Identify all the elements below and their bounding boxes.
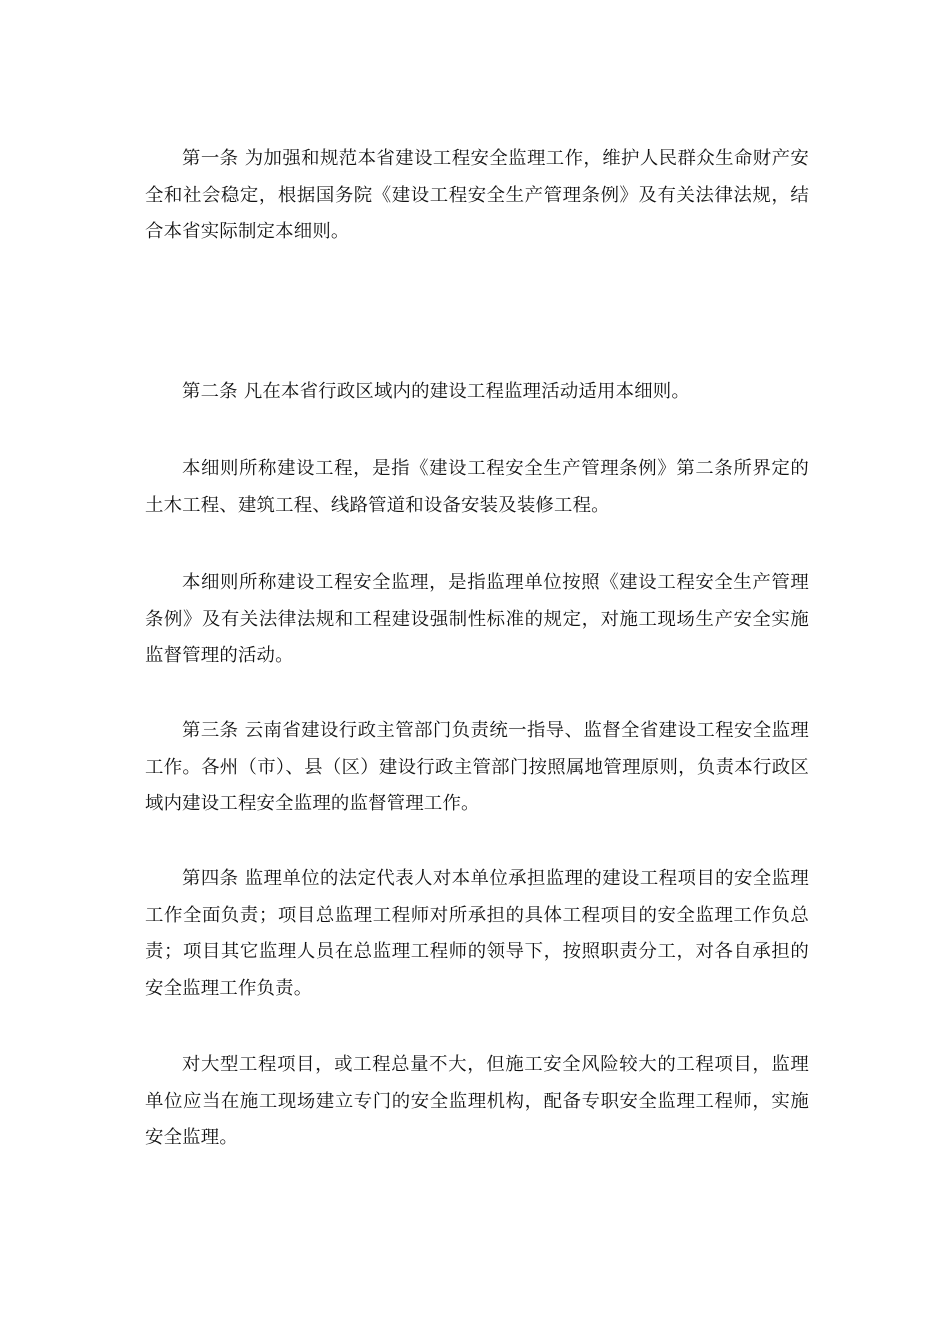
paragraph-article-2: 第二条 凡在本省行政区域内的建设工程监理活动适用本细则。 [182,381,690,402]
paragraph-article-4: 第四条 监理单位的法定代表人对本单位承担监理的建设工程项目的安全监理工作全面负责；项目总监理工程师对所承担的具体工程项目的安全监理工作负总责；项目其它监理人员在总监理工程师的领导下，按照职责分工，对各自承担的安全监理工作负责。 [145,868,809,999]
paragraph-safety-supervision-definition: 本细则所称建设工程安全监理，是指监理单位按照《建设工程安全生产管理条例》及有关法律法规和工程建设强制性标准的规定，对施工现场生产安全实施监督管理的活动。 [145,572,809,666]
paragraph-construction-definition: 本细则所称建设工程，是指《建设工程安全生产管理条例》第二条所界定的土木工程、建筑工程、线路管道和设备安装及装修工程。 [145,458,809,516]
paragraph-article-1: 第一条 为加强和规范本省建设工程安全监理工作，维护人民群众生命财产安全和社会稳定，根据国务院《建设工程安全生产管理条例》及有关法律法规，结合本省实际制定本细则。 [145,148,809,242]
paragraph-large-projects: 对大型工程项目，或工程总量不大，但施工安全风险较大的工程项目，监理单位应当在施工现场建立专门的安全监理机构，配备专职安全监理工程师，实施安全监理。 [145,1054,809,1148]
paragraph-article-3: 第三条 云南省建设行政主管部门负责统一指导、监督全省建设工程安全监理工作。各州（市）、县（区）建设行政主管部门按照属地管理原则，负责本行政区域内建设工程安全监理的监督管理工作。 [145,720,809,814]
